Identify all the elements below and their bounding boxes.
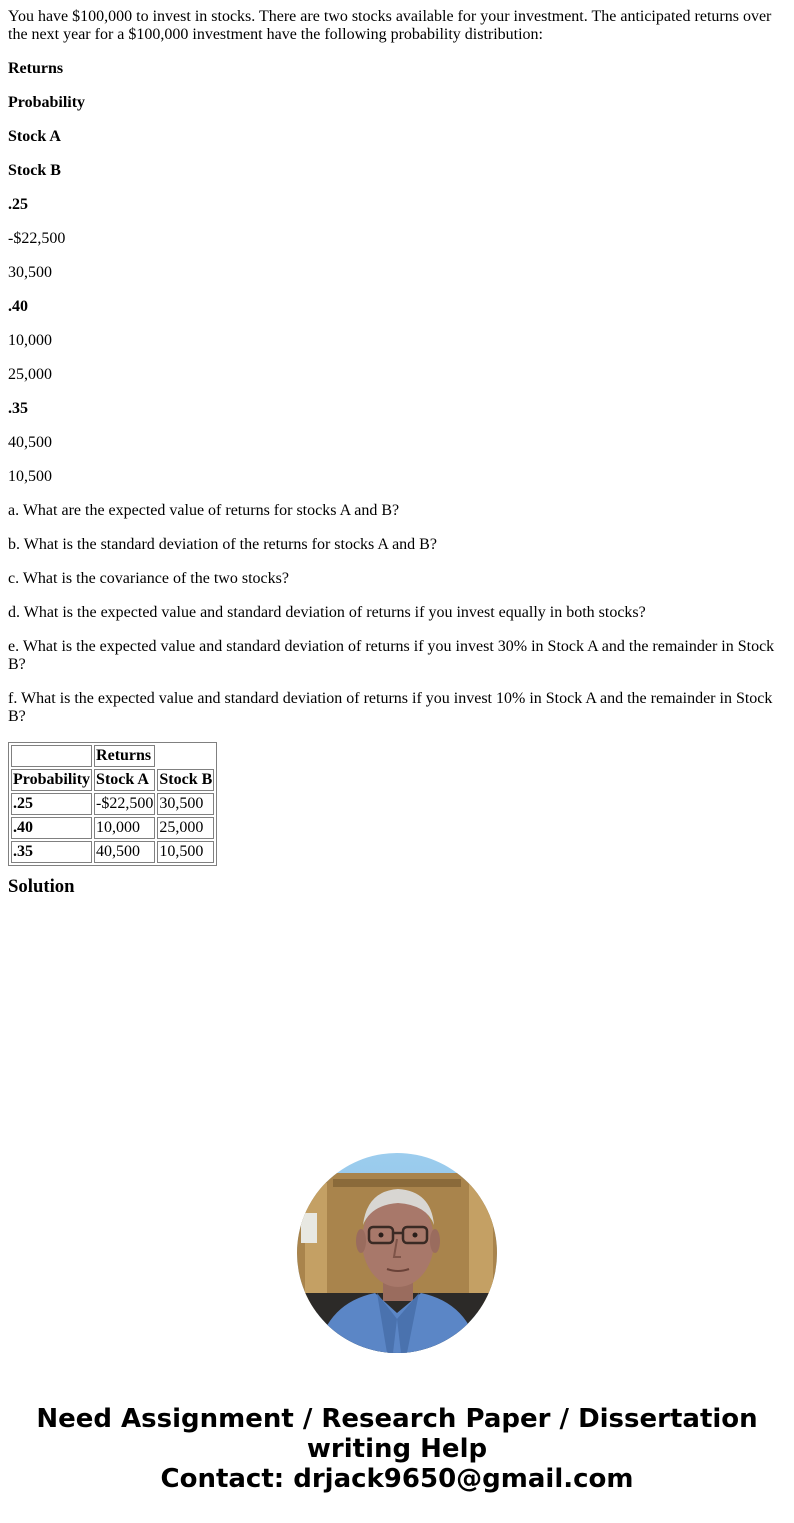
- table-header-row: [11, 769, 214, 791]
- questions-list: [8, 502, 786, 726]
- flat-line: Probability: [8, 94, 86, 111]
- table-cell-stock-a: -$22,500: [94, 793, 155, 815]
- question-item: a. What are the expected value of returns for stocks A and B?: [8, 502, 400, 519]
- table-header-returns: Returns: [94, 745, 155, 767]
- solution-heading: Solution: [8, 876, 75, 897]
- table-row: [11, 793, 214, 815]
- flat-line: .25: [8, 196, 28, 213]
- table-header-stock-b: Stock B: [157, 769, 214, 791]
- flat-line: 30,500: [8, 264, 52, 281]
- question-item: b. What is the standard deviation of the returns for stocks A and B?: [8, 536, 437, 553]
- promo-banner: [0, 1404, 794, 1494]
- table-row: [11, 841, 214, 863]
- table-header-row-top: [11, 745, 214, 767]
- flat-line: .35: [8, 400, 28, 417]
- flat-line: 40,500: [8, 434, 52, 451]
- table-cell-probability: .40: [11, 817, 92, 839]
- promo-contact: Contact: drjack9650@gmail.com: [160, 1464, 634, 1494]
- promo-line-2: writing Help: [306, 1434, 488, 1464]
- question-item: c. What is the covariance of the two stocks?: [8, 570, 289, 587]
- flat-line: .40: [8, 298, 28, 315]
- flat-line: 10,500: [8, 468, 52, 485]
- table-cell-empty: [11, 745, 92, 767]
- table-row: [11, 817, 214, 839]
- table-cell-probability: .35: [11, 841, 92, 863]
- flat-line: 25,000: [8, 366, 52, 383]
- flat-line: 10,000: [8, 332, 52, 349]
- author-avatar: [297, 1153, 497, 1353]
- flat-lines: [8, 60, 786, 486]
- flat-line: Stock B: [8, 162, 61, 179]
- question-item: f. What is the expected value and standard deviation of returns if you invest 10% in Stock A and the remainder in Stock B?: [8, 690, 773, 725]
- document-body: [8, 8, 786, 866]
- intro-paragraph: You have $100,000 to invest in stocks. There are two stocks available for your investment. The anticipated returns over the next year for a $100,000 investment have the following probability distribution:: [8, 8, 772, 43]
- table-header-stock-a: Stock A: [94, 769, 155, 791]
- promo-line-1: Need Assignment / Research Paper / Dissertation: [36, 1404, 758, 1434]
- table-cell-stock-b: 10,500: [157, 841, 214, 863]
- flat-line: -$22,500: [8, 230, 66, 247]
- table-header-probability: Probability: [11, 769, 92, 791]
- returns-table: [8, 742, 217, 866]
- author-portrait-image: [297, 1153, 497, 1353]
- flat-line: Stock A: [8, 128, 61, 145]
- table-cell-stock-a: 40,500: [94, 841, 155, 863]
- table-cell-stock-b: 30,500: [157, 793, 214, 815]
- question-item: d. What is the expected value and standard deviation of returns if you invest equally in both stocks?: [8, 604, 646, 621]
- flat-line: Returns: [8, 60, 64, 77]
- table-cell-probability: .25: [11, 793, 92, 815]
- table-cell-stock-b: 25,000: [157, 817, 214, 839]
- question-item: e. What is the expected value and standard deviation of returns if you invest 30% in Stock A and the remainder in Stock B?: [8, 638, 775, 673]
- table-cell-stock-a: 10,000: [94, 817, 155, 839]
